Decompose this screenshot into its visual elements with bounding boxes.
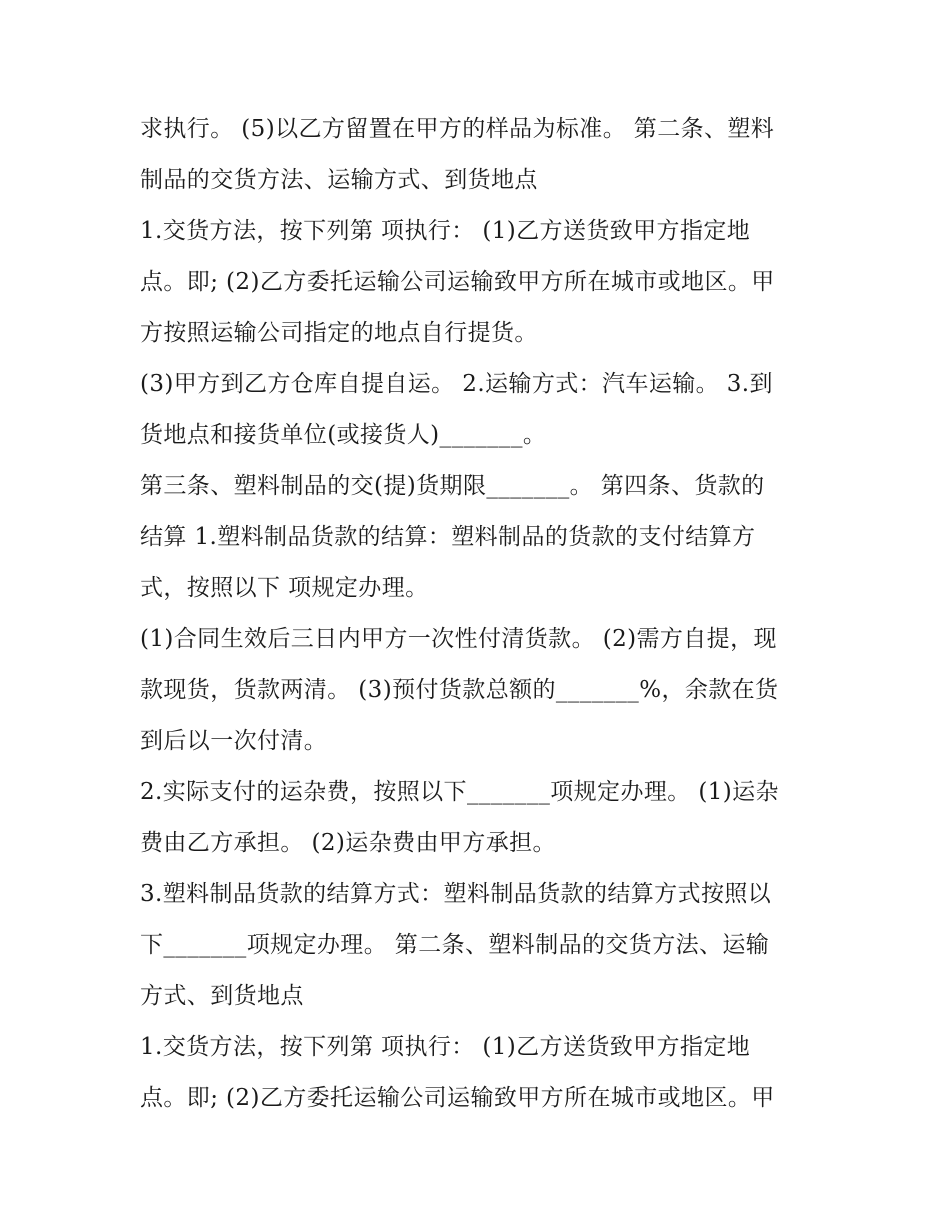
text-line: 费由乙方承担。 (2)运杂费由甲方承担。 (140, 830, 556, 856)
text-line: 式，按照以下 项规定办理。 (140, 575, 429, 601)
text-line: 1.交货方法，按下列第 项执行： (1)乙方送货致甲方指定地 (140, 1034, 751, 1060)
text-line: 制品的交货方法、运输方式、到货地点 (140, 167, 538, 193)
text-line: 到后以一次付清。 (140, 728, 328, 754)
text-line: 1.交货方法，按下列第 项执行： (1)乙方送货致甲方指定地 (140, 218, 751, 244)
text-line: 3.塑料制品货款的结算方式：塑料制品货款的结算方式按照以 (140, 881, 772, 907)
text-line: 点。即; (2)乙方委托运输公司运输致甲方所在城市或地区。甲 (140, 269, 775, 295)
text-line: 结算 1.塑料制品货款的结算：塑料制品的货款的支付结算方 (140, 524, 756, 550)
text-line: 点。即; (2)乙方委托运输公司运输致甲方所在城市或地区。甲 (140, 1085, 775, 1111)
text-line: 求执行。 (5)以乙方留置在甲方的样品为标准。 第二条、塑料 (140, 116, 775, 142)
text-line: (3)甲方到乙方仓库自提自运。 2.运输方式：汽车运输。 3.到 (140, 371, 773, 397)
text-line: 2.实际支付的运杂费，按照以下_______项规定办理。 (1)运杂 (140, 779, 779, 805)
text-line: (1)合同生效后三日内甲方一次性付清货款。 (2)需方自提，现 (140, 626, 777, 652)
text-line: 方式、到货地点 (140, 983, 304, 1009)
text-line: 第三条、塑料制品的交(提)货期限_______。 第四条、货款的 (140, 473, 765, 499)
text-line: 下_______项规定办理。 第二条、塑料制品的交货方法、运输 (140, 932, 770, 958)
text-line: 货地点和接货单位(或接货人)_______。 (140, 422, 547, 448)
text-line: 款现货，货款两清。 (3)预付货款总额的_______%，余款在货 (140, 677, 779, 703)
text-line: 方按照运输公司指定的地点自行提货。 (140, 320, 538, 346)
contract-text (140, 104, 820, 1124)
